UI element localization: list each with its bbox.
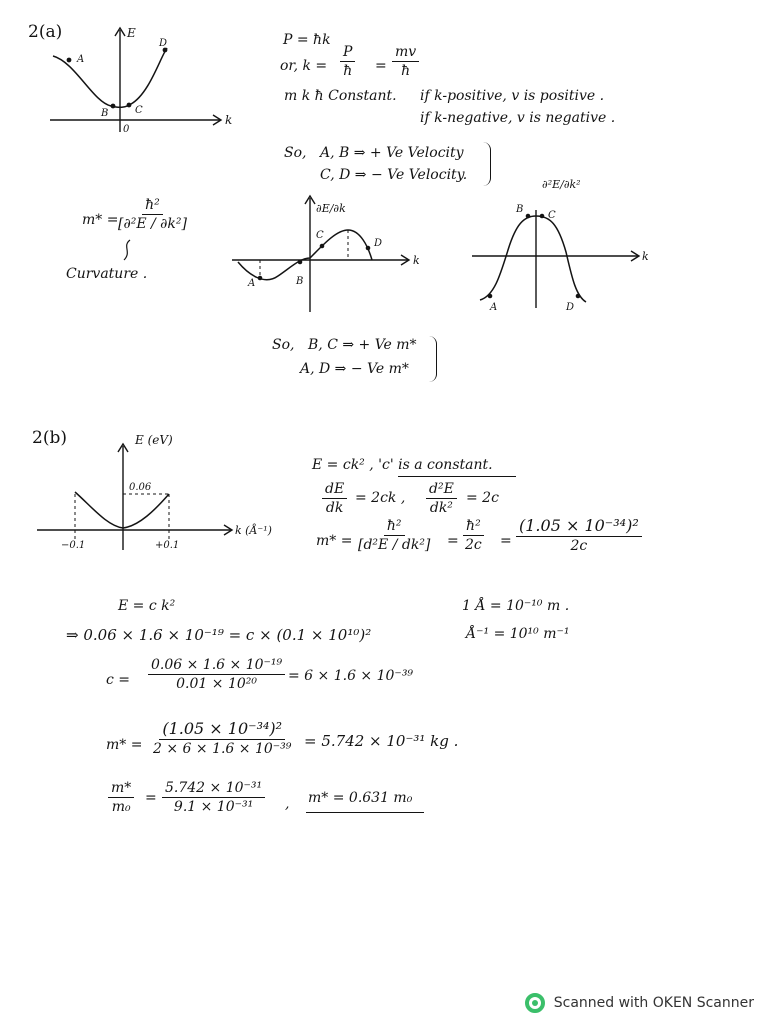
calc-m-fraction: $\frac{\text{(1.05 × 10⁻³⁴)²}}{\text{2 × 6 × 1.6 × 10⁻³⁹}}$ (153, 719, 292, 757)
momentum-eq: P = ħk (283, 32, 331, 48)
equals-sign: = (375, 58, 387, 74)
point-a (488, 294, 493, 299)
curvature-note: Curvature . (66, 266, 148, 282)
origin-label: 0 (123, 124, 130, 135)
part-b-label: 2(b) (32, 428, 67, 448)
k-positive-note: if k-positive, v is positive . (420, 88, 605, 104)
calc-c-lhs: c = (106, 672, 131, 688)
oken-scanner-logo-icon (524, 992, 546, 1014)
point-d (576, 294, 581, 299)
mstar-b-frac2: $\frac{\text{ħ²}}{2c}$ (465, 518, 482, 553)
y-label: ∂E/∂k (316, 202, 346, 215)
point-c (540, 214, 545, 219)
point-c (127, 103, 132, 108)
first-derivative: $\frac{dE}{dk}$ (322, 481, 347, 516)
level-label: 0.06 (129, 482, 152, 493)
x-label: k (Å⁻¹) (235, 524, 272, 537)
point-b (298, 260, 303, 265)
ratio-sep: , (285, 796, 290, 812)
label-d: D (374, 238, 383, 249)
so-label-velocity: So, (284, 145, 307, 161)
angstrom-eq: 1 Å = 10⁻¹⁰ m . (462, 598, 570, 614)
final-result-underline (306, 812, 424, 813)
y-label: E (eV) (135, 433, 173, 447)
point-a (258, 276, 263, 281)
label-b: B (296, 276, 304, 287)
mass-brace (428, 336, 437, 382)
curvature-arrow (118, 238, 138, 264)
label-b: B (101, 108, 109, 119)
plot-e-vs-k (45, 24, 245, 139)
curvature-curve (480, 216, 586, 302)
x-label: k (225, 113, 233, 127)
point-b (526, 214, 531, 219)
mass-line-1: B, C ⇒ + Ve m* (308, 337, 417, 353)
ratio-lhs: $\frac{m*}{\text{m₀}}$ (108, 780, 134, 815)
point-a (67, 58, 72, 63)
fraction-p-over-hbar: $\frac{P}{ħ}$ (340, 44, 355, 79)
pos-tick-label: +0.1 (155, 540, 180, 551)
calc-substitution: ⇒ 0.06 × 1.6 × 10⁻¹⁹ = c × (0.1 × 10¹⁰)² (66, 626, 372, 644)
point-d (366, 246, 371, 251)
plot-e-ev-vs-k (35, 432, 285, 554)
ratio-fraction: $\frac{\text{5.742 × 10⁻³¹}}{\text{9.1 × 10⁻³¹}}$ (162, 780, 265, 815)
label-b: B (516, 204, 524, 215)
scanner-watermark-text: Scanned with OKEN Scanner (553, 995, 754, 1011)
derivative-curve (238, 230, 372, 280)
scanner-watermark (524, 992, 754, 1014)
calc-m-rhs: = 5.742 × 10⁻³¹ kg . (304, 732, 459, 750)
point-b (111, 104, 116, 109)
mstar-b-frac1: $\frac{\text{ħ²}}{\text{[d²E / dk²]}}$ (358, 518, 431, 553)
k-eq-prefix: or, k = (280, 58, 328, 74)
mstar-lhs: m* = (82, 212, 119, 228)
band-curve (53, 48, 167, 107)
label-c: C (548, 210, 556, 221)
calc-c-rhs: = 6 × 1.6 × 10⁻³⁹ (288, 668, 414, 684)
label-a: A (248, 278, 256, 289)
k-negative-note: if k-negative, v is negative . (420, 110, 616, 126)
parabola (75, 492, 169, 528)
second-derivative-rhs: = 2c (466, 490, 499, 506)
mstar-b-frac3: $\frac{\text{(1.05 × 10⁻³⁴)²}}{2c}$ (516, 516, 642, 554)
x-label: k (642, 250, 649, 263)
fraction-mv-over-hbar: $\frac{mv}{ħ}$ (392, 44, 419, 79)
calc-m-lhs: m* = (106, 737, 143, 753)
plot-d2E-dk2 (470, 172, 660, 312)
final-result: m* = 0.631 m₀ (308, 790, 413, 806)
ratio-eq: = (145, 790, 157, 806)
label-c: C (135, 105, 143, 116)
mstar-b-eq: = (447, 533, 459, 549)
plot-dE-dk (230, 190, 420, 315)
inverse-angstrom-eq: Å⁻¹ = 10¹⁰ m⁻¹ (466, 626, 570, 642)
label-c: C (316, 230, 324, 241)
label-d: D (159, 38, 168, 49)
part-a-label: 2(a) (28, 22, 63, 42)
mstar-fraction: $\frac{\text{ħ²}}{\text{[∂²E / ∂k²]}}$ (118, 197, 187, 232)
point-c (320, 244, 325, 249)
velocity-line-1: A, B ⇒ + Ve Velocity (320, 145, 464, 161)
mass-line-2: A, D ⇒ − Ve m* (300, 361, 409, 377)
calc-energy: E = c k² (118, 598, 176, 614)
label-d: D (566, 302, 575, 313)
label-a: A (490, 302, 498, 313)
x-label: k (413, 254, 420, 267)
label-a: A (77, 54, 85, 65)
y-label: ∂²E/∂k² (542, 178, 581, 191)
mk-constant: m k ħ Constant. (284, 88, 397, 104)
so-label-mass: So, (272, 337, 295, 353)
velocity-line-2: C, D ⇒ − Ve Velocity. (320, 167, 468, 183)
calc-c-fraction: $\frac{\text{0.06 × 1.6 × 10⁻¹⁹}}{\text{0.01 × 10²⁰}}$ (148, 657, 285, 692)
y-label: E (127, 26, 136, 40)
mstar-b-lhs: m* = (316, 533, 353, 549)
neg-tick-label: −0.1 (61, 540, 86, 551)
second-derivative: $\frac{\text{d²E}}{\text{dk²}}$ (426, 481, 457, 516)
energy-eq: E = ck² , 'c' is a constant. (312, 457, 493, 473)
first-derivative-rhs: = 2ck , (355, 490, 406, 506)
mstar-b-eq2: = (500, 533, 512, 549)
constant-underline (398, 476, 516, 477)
